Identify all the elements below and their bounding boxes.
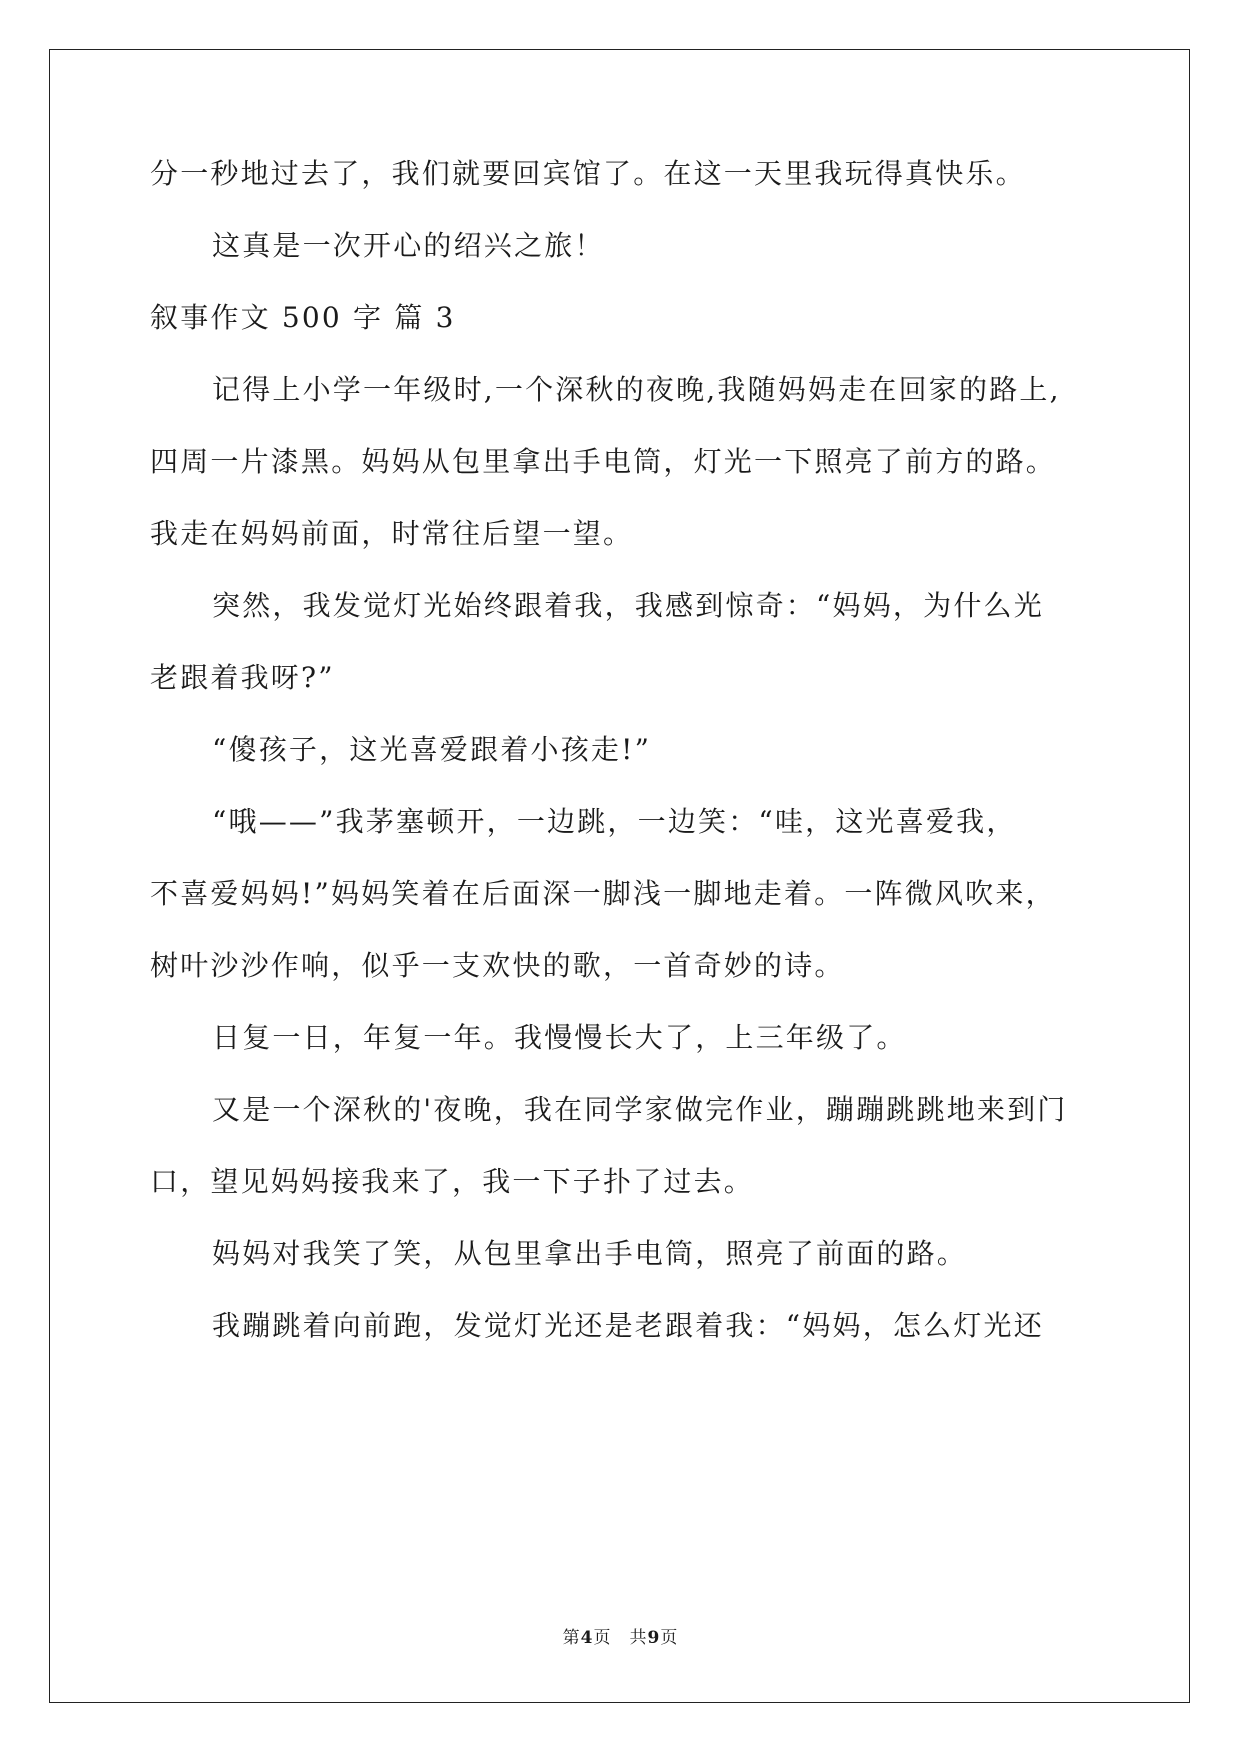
- text-line: 四周一片漆黑。妈妈从包里拿出手电筒，灯光一下照亮了前方的路。: [150, 445, 1057, 478]
- total-page-number: 9: [647, 1628, 661, 1648]
- text-line: 又是一个深秋的'夜晚，我在同学家做完作业，蹦蹦跳跳地来到门: [212, 1093, 1068, 1126]
- section-heading: 叙事作文 500 字 篇 3: [150, 301, 456, 334]
- text-line: 我蹦跳着向前跑，发觉灯光还是老跟着我：“妈妈，怎么灯光还: [212, 1309, 1044, 1342]
- page-footer: [0, 1626, 1241, 1650]
- text-line: 口，望见妈妈接我来了，我一下子扑了过去。: [150, 1165, 755, 1198]
- text-line: 记得上小学一年级时,一个深秋的夜晚,我随妈妈走在回家的路上,: [212, 373, 1061, 406]
- text-line: 突然，我发觉灯光始终跟着我，我感到惊奇：“妈妈，为什么光: [212, 589, 1044, 622]
- text-line: 日复一日，年复一年。我慢慢长大了，上三年级了。: [212, 1021, 907, 1054]
- text-line: 分一秒地过去了，我们就要回宾馆了。在这一天里我玩得真快乐。: [150, 157, 1026, 190]
- page-label-prefix: 第: [562, 1628, 581, 1648]
- text-line: 这真是一次开心的绍兴之旅！: [212, 229, 605, 262]
- text-line: 妈妈对我笑了笑，从包里拿出手电筒，照亮了前面的路。: [212, 1237, 968, 1270]
- page-label-suffix: 页: [660, 1628, 679, 1648]
- text-line: 我走在妈妈前面，时常往后望一望。: [150, 517, 634, 550]
- text-line: “哦——”我茅塞顿开，一边跳，一边笑：“哇，这光喜爱我，: [212, 805, 1017, 838]
- text-line: 不喜爱妈妈!”妈妈笑着在后面深一脚浅一脚地走着。一阵微风吹来，: [150, 877, 1056, 910]
- page-label-mid: 页 共: [593, 1628, 648, 1648]
- text-line: “傻孩子，这光喜爱跟着小孩走!”: [212, 733, 652, 766]
- text-line: 老跟着我呀?”: [150, 661, 335, 694]
- text-line: 树叶沙沙作响，似乎一支欢快的歌，一首奇妙的诗。: [150, 949, 845, 982]
- current-page-number: 4: [580, 1628, 594, 1648]
